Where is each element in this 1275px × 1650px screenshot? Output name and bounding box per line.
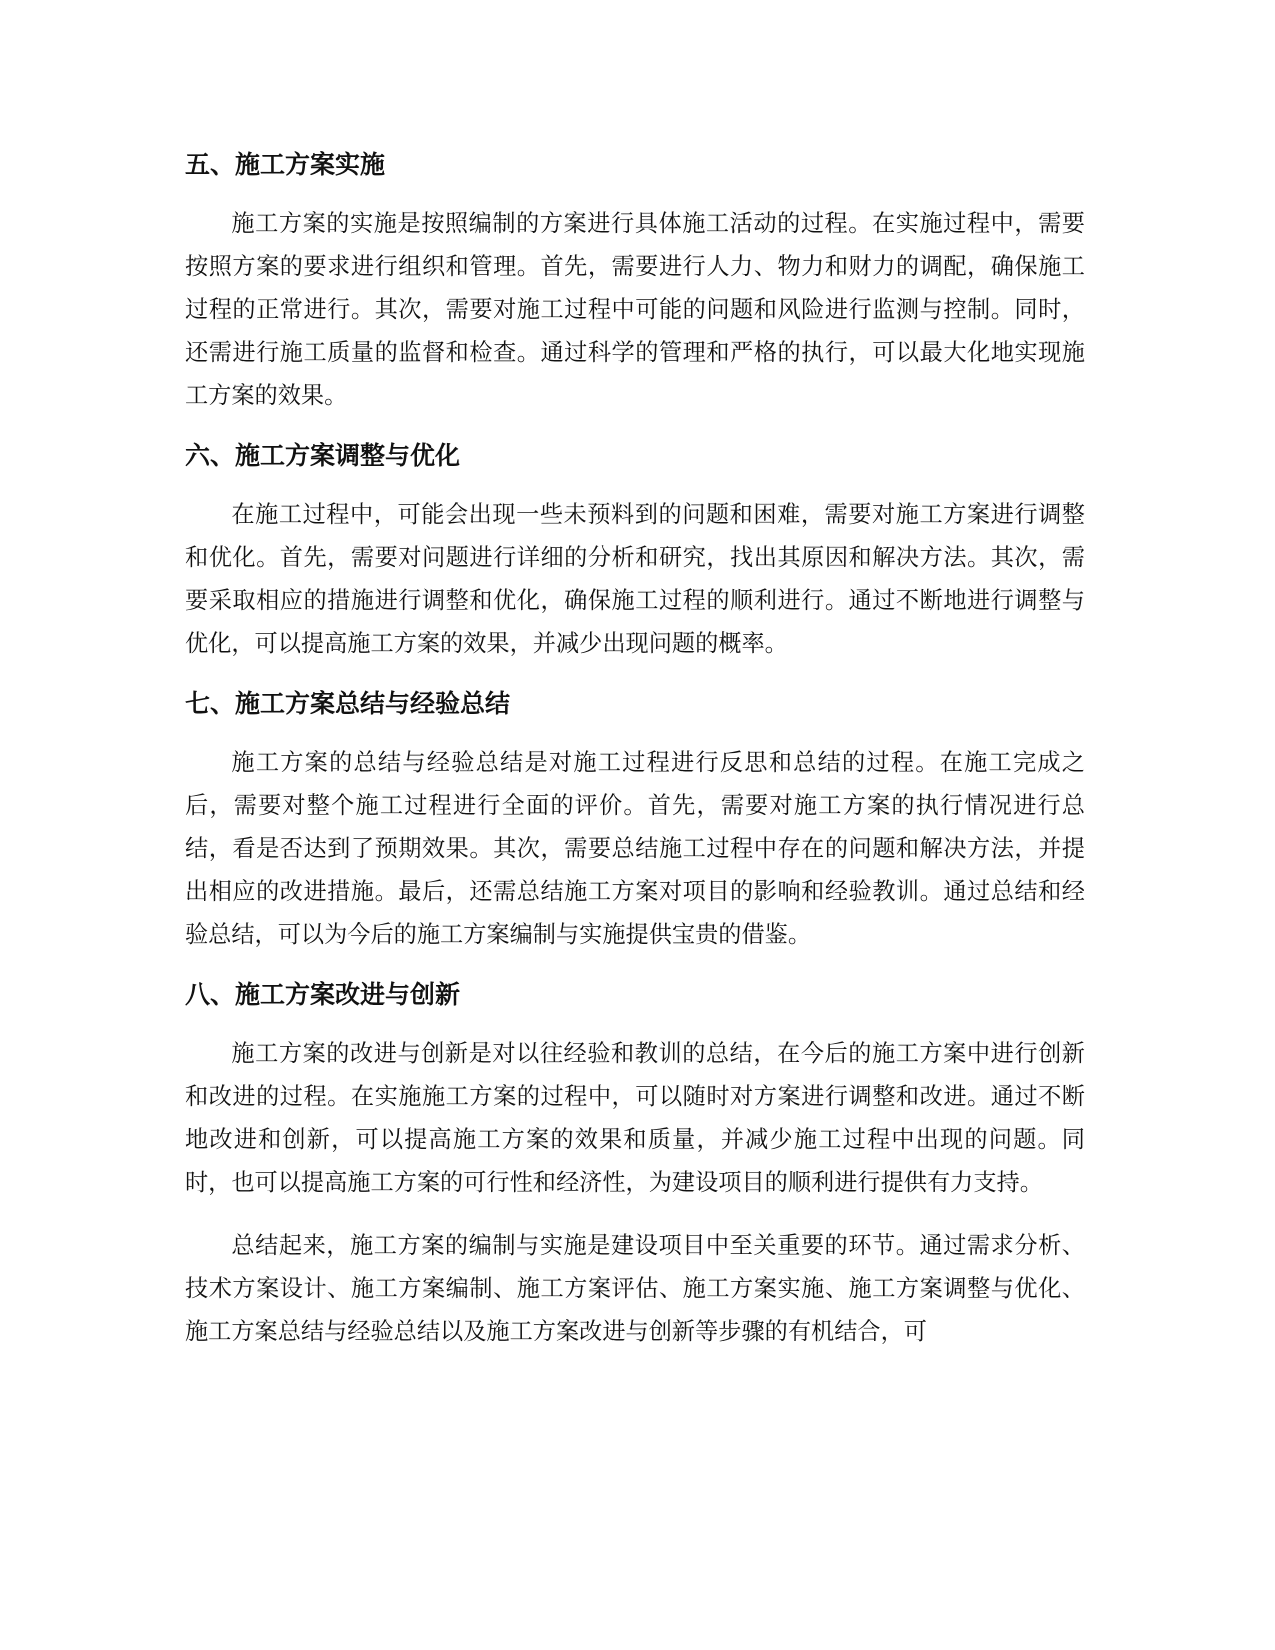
- spacer: [185, 721, 1085, 741]
- spacer: [185, 665, 1085, 687]
- spacer: [185, 473, 1085, 493]
- section-heading-implementation: 五、施工方案实施: [185, 150, 386, 179]
- section-paragraph-innovation: 施工方案的改进与创新是对以往经验和教训的总结，在今后的施工方案中进行创新和改进的过程。在实施施工方案的过程中，可以随时对方案进行调整和改进。通过不断地改进和创新，可以提高施工方案的效果和质量，并减少施工过程中出现的问题。同时，也可以提高施工方案的可行性和经济性，为建设项目的顺利进行提供有力支持。: [185, 1040, 1085, 1196]
- spacer: [185, 182, 1085, 202]
- section-paragraph-implementation: 施工方案的实施是按照编制的方案进行具体施工活动的过程。在实施过程中，需要按照方案的要求进行组织和管理。首先，需要进行人力、物力和财力的调配，确保施工过程的正常进行。其次，需要对施工过程中可能的问题和风险进行监测与控制。同时，还需进行施工质量的监督和检查。通过科学的管理和严格的执行，可以最大化地实现施工方案的效果。: [185, 210, 1085, 409]
- section-paragraph-adjustment: 在施工过程中，可能会出现一些未预料到的问题和困难，需要对施工方案进行调整和优化。首先，需要对问题进行详细的分析和研究，找出其原因和解决方法。其次，需要采取相应的措施进行调整和优化，确保施工过程的顺利进行。通过不断地进行调整与优化，可以提高施工方案的效果，并减少出现问题的概率。: [185, 501, 1085, 657]
- spacer: [185, 956, 1085, 978]
- conclusion-paragraph: 总结起来，施工方案的编制与实施是建设项目中至关重要的环节。通过需求分析、技术方案设计、施工方案编制、施工方案评估、施工方案实施、施工方案调整与优化、施工方案总结与经验总结以及施工方案改进与创新等步骤的有机结合，可: [185, 1232, 1085, 1345]
- document-body: [185, 148, 1085, 1353]
- section-paragraph-summary: 施工方案的总结与经验总结是对施工过程进行反思和总结的过程。在施工完成之后，需要对整个施工过程进行全面的评价。首先，需要对施工方案的执行情况进行总结，看是否达到了预期效果。其次，需要总结施工过程中存在的问题和解决方法，并提出相应的改进措施。最后，还需总结施工方案对项目的影响和经验教训。通过总结和经验总结，可以为今后的施工方案编制与实施提供宝贵的借鉴。: [185, 749, 1085, 948]
- section-heading-summary: 七、施工方案总结与经验总结: [185, 689, 511, 718]
- spacer: [185, 417, 1085, 439]
- spacer: [185, 1012, 1085, 1032]
- section-heading-adjustment: 六、施工方案调整与优化: [185, 441, 461, 470]
- spacer: [185, 1204, 1085, 1224]
- section-heading-innovation: 八、施工方案改进与创新: [185, 980, 461, 1009]
